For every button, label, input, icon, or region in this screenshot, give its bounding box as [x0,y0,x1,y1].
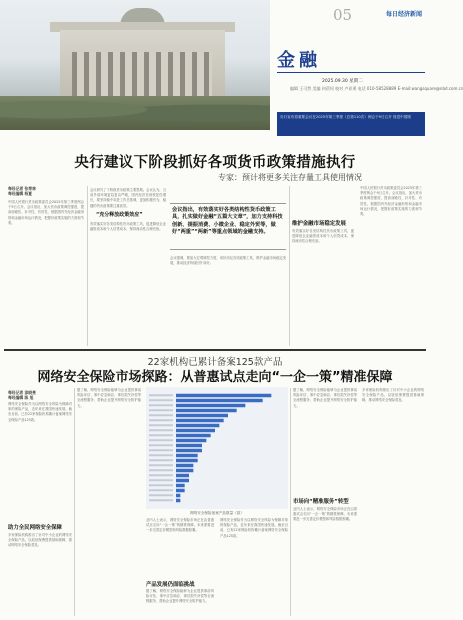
chart-bar [176,464,193,468]
chart-category-label [149,414,173,416]
chart-category-label [149,499,173,501]
chart-category-label [149,429,173,431]
story2-subheading-c: 市场向“精准服务”转型 [293,499,349,505]
chart-category-label [149,394,173,396]
chart-bar [176,399,263,403]
story2-col1: 网络安全保险作为以网络安全风险为保障对象的保险产品，近年来在我国快速发展。截至目前，已有22家保险机构累计备案网络安全保险产品125款。 [8,402,72,422]
story1-subhead: 专家：预计将更多关注存量工具使用情况 [218,173,362,182]
photo-caption: 央行宣布将重要会议在2025年第三季度（总第110次）例会于9日召开 视觉中国图 [277,112,425,136]
paper-name: 每日经济新闻 [385,11,422,18]
column-rule [290,388,291,616]
chart-category-label [149,464,173,466]
chart-bar [176,414,228,418]
chart-bar [176,454,198,458]
story2-subheading-a: 助力全民网络安全保障 [8,525,62,531]
chart-bar [176,479,189,483]
story1-headline: 央行建议下阶段抓好各项货币政策措施执行 [74,155,356,171]
chart-bar [176,444,202,448]
story1-byline: 每经记者 张寿林 每经编辑 杨夏 [8,186,36,196]
chart-category-label [149,459,173,461]
section-header [277,46,425,70]
story1-quote: 会议指出，有效落实好各类结构性货币政策工具，扎实做好金融“五篇大文章”，加力支持科技创新、提振消费、小微企业、稳定外贸等，做好“两重”“两新”等重点领域的金融支持。 [172,207,283,236]
chart-category-label [149,424,173,426]
chart-bar [176,499,180,503]
story2-byline: 每经记者 涂晓亮 每经编辑 陈 旭 [8,390,36,400]
chart-bar [176,449,202,453]
story1-quote-box [170,203,286,250]
column-rule [289,186,290,346]
chart-bar [176,439,206,443]
story1-col5: 中国人民银行货币政策委员会2025年第三季度例会于9日召开。会议指出，加大货币政策调控强度，提高前瞻性、针对性、有效性，根据国内外经济金融形势和金融市场运行情况，把握好政策实施的力度和节奏。 [360,186,422,217]
chart-category-label [149,474,173,476]
page-number: 05 [333,6,353,24]
story1-subtitle: “充分释放政策效应” [96,212,143,218]
chart-bar [176,424,219,428]
chart-bar [176,404,245,408]
issue-date: 2025.09.30 星期二 [322,79,363,84]
story2-col5b: 业内人士表示，网络安全保险市场正在由普惠试点走向“一企一策”的精准保障，未来需要进一步完善定价模型和风险数据积累。 [293,507,357,522]
chart-category-label [149,494,173,496]
chart-category-label [149,484,173,486]
chart-category-label [149,434,173,436]
story1-side-heading: 维护金融市场稳定发展 [292,221,346,227]
chart-bar [176,394,271,398]
column-rule [87,186,88,346]
chart-bar [176,474,189,478]
story2-col3b: 据了解，网络安全保险能够为企业提供事前风险评估、事中应急响应、事后损失补偿等全流程服务，帮助企业提升网络安全防护能力。 [146,589,214,604]
story1-col2: 会议研究了下阶段货币政策主要思路。会议认为，当前外部环境更趋复杂严峻，国内经济呈现恢复性增长，要坚持稳中求进工作总基调，更加积极有为，稳健的货币政策要注重质效。 [90,188,166,208]
photo-trees [0,96,270,130]
story2-col5: 据了解，网络安全保险能够为企业提供事前风险评估、事中应急响应、事后损失补偿等全流程服务，帮助企业提升网络安全防护能力。 [293,388,357,408]
chart-category-label [149,479,173,481]
story1-col2b: 有效落实好各类结构性货币政策工具，促进降低企业融资成本和个人信贷成本，保持流动性合理充裕。 [90,222,166,232]
story2-subheading-b: 产品发展仍面临挑战 [146,582,195,588]
editor-line: 编辑 王可然 美编 何蓓坷 校对 卢祥勇 电话 010-58528889 E-mail:wangsquare@nbd.com.cn [290,86,463,91]
chart-bar [176,484,185,488]
chart-category-label [149,444,173,446]
chart-category-label [149,399,173,401]
column-rule [74,388,75,616]
story2-col4: 网络安全保险作为以网络安全风险为保障对象的保险产品，近年来在我国快速发展。截至目前，已有22家保险机构累计备案网络安全保险产品125款。 [220,518,288,538]
chart-bar [176,489,185,493]
chart-svg [146,387,288,509]
chart-category-label [149,404,173,406]
chart-bar [176,419,224,423]
chart-category-label [149,469,173,471]
chart-bar [176,469,193,473]
chart-category-label [149,439,173,441]
chart-caption: 网络安全保险备案产品数量（款） [190,511,244,515]
chart [146,387,288,509]
story2-col1b: 多家保险机构推出了针对中小企业的网络安全保险产品，以较低保费提供基础保障，推动网络安全保险普及。 [8,533,72,548]
story2-col6: 多家保险机构推出了针对中小企业的网络安全保险产品，以较低保费提供基础保障，推动网络安全保险普及。 [362,388,424,403]
chart-bar [176,494,180,498]
story2-kicker: 22家机构已累计备案125款产品 [147,357,283,368]
story-separator [4,349,426,351]
chart-bar [176,429,215,433]
chart-category-label [149,419,173,421]
story1-col4: 有效落实好各类结构性货币政策工具，促进降低企业融资成本和个人信贷成本，保持流动性合理充裕。 [292,229,354,244]
chart-bar [176,409,237,413]
chart-category-label [149,409,173,411]
story2-headline: 网络安全保险市场探路：从普惠试点走向“一企一策”精准保障 [37,370,393,385]
section-underline [277,72,425,73]
chart-bar [176,459,198,463]
section-title: 金融 [277,50,321,71]
story2-col3: 业内人士表示，网络安全保险市场正在由普惠试点走向“一企一策”的精准保障，未来需要进一步完善定价模型和风险数据积累。 [146,518,214,533]
story1-col1: 中国人民银行货币政策委员会2025年第三季度例会于9日召开。会议指出，加大货币政策调控强度，提高前瞻性、针对性、有效性，根据国内外经济金融形势和金融市场运行情况，把握好政策实施的力度和节奏。 [8,200,84,225]
story2-col2: 据了解，网络安全保险能够为企业提供事前风险评估、事中应急响应、事后损失补偿等全流程服务，帮助企业提升网络安全防护能力。 [77,388,141,408]
chart-category-label [149,489,173,491]
chart-bar [176,434,211,438]
story1-col3: 会议强调，要加大宏观调控力度，用好用足各项政策工具，维护金融市场稳定发展，推动经济持续回升向好。 [170,256,286,266]
chart-category-label [149,449,173,451]
chart-category-label [149,454,173,456]
header-photo [0,0,270,130]
